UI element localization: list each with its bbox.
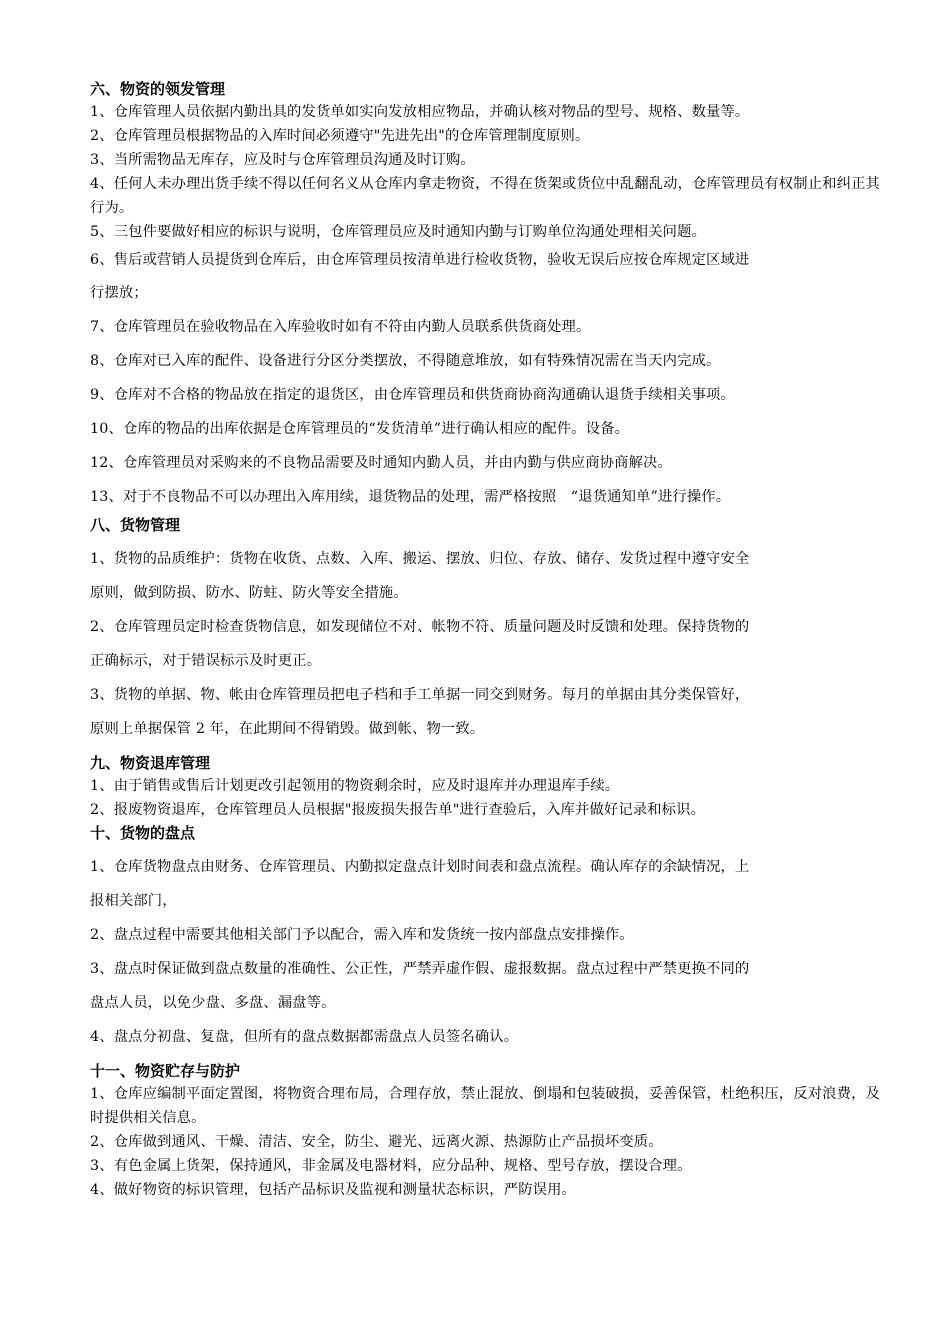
section-ten-item-4: 4、盘点分初盘、复盘，但所有的盘点数据都需盘点人员签名确认。 [90,1029,519,1045]
section-six-item-13: 13、对于不良物品不可以办理出入库用续，退货物品的处理，需严格按照 “退货通知单”进行操作。 [90,489,731,505]
section-six-item-1: 1、仓库管理人员依据内勤出具的发货单如实向发放相应物品，并确认核对物品的型号、规格、数量等。 [90,104,750,120]
section-six-item-2: 2、仓库管理员根据物品的入库时间必须遵守"先进先出"的仓库管理制度原则。 [90,128,590,144]
section-nine-heading: 九、物资退库管理 [90,754,211,772]
section-six-item-6-line-2: 行摆放； [90,285,148,301]
section-six-item-9: 9、仓库对不合格的物品放在指定的退货区，由仓库管理员和供货商协商沟通确认退货手续相关事项。 [90,387,735,403]
section-ten-item-1-line-1: 1、仓库货物盘点由财务、仓库管理员、内勤拟定盘点计划时间表和盘点流程。确认库存的余缺情况，上 [90,859,750,875]
section-six-item-5: 5、三包件要做好相应的标识与说明，仓库管理员应及时通知内勤与订购单位沟通处理相关问题。 [90,224,707,240]
section-eight-item-3-line-2: 原则上单据保管 2 年，在此期间不得销毁。做到帐、物一致。 [90,721,485,737]
section-six-item-7: 7、仓库管理员在验收物品在入库验收时如有不符由内勤人员联系供货商处理。 [90,319,591,335]
section-six-item-10: 10、仓库的物品的出库依据是仓库管理员的“发货清单”进行确认相应的配件。设备。 [90,421,630,437]
section-eight-item-2-line-2: 正确标示，对于错误标示及时更正。 [90,653,322,669]
section-ten-heading: 十、货物的盘点 [90,824,196,842]
section-eleven-heading: 十一、物资贮存与防护 [90,1062,241,1080]
section-eight-item-1-line-1: 1、货物的品质维护：货物在收货、点数、入库、搬运、摆放、归位、存放、储存、发货过程中遵守安全 [90,551,750,567]
section-ten-item-2: 2、盘点过程中需要其他相关部门予以配合，需入库和发货统一按内部盘点安排操作。 [90,927,634,943]
section-eleven-item-2: 2、仓库做到通风、干燥、清洁、安全，防尘、避光、远离火源、热源防止产品损坏变质。 [90,1134,663,1150]
section-six-item-12: 12、仓库管理员对采购来的不良物品需要及时通知内勤人员，并由内勤与供应商协商解决。 [90,455,672,471]
section-eight-item-2-line-1: 2、仓库管理员定时检查货物信息，如发现储位不对、帐物不符、质量问题及时反馈和处理。保持货物的 [90,619,750,635]
section-ten-item-1-line-2: 报相关部门， [90,893,177,909]
section-eleven-item-4: 4、做好物资的标识管理，包括产品标识及监视和测量状态标识，严防误用。 [90,1182,576,1198]
document-page [90,78,880,1202]
section-nine-item-2: 2、报废物资退库，仓库管理员人员根据"报废损失报告单"进行查验后，入库并做好记录和标识。 [90,802,706,818]
section-ten-item-3-line-2: 盘点人员，以免少盘、多盘、漏盘等。 [90,995,336,1011]
section-eight-item-1-line-2: 原则，做到防损、防水、防蛀、防火等安全措施。 [90,585,408,601]
section-eleven-item-3: 3、有色金属上货架，保持通风，非金属及电器材料，应分品种、规格、型号存放，摆设合理。 [90,1158,692,1174]
section-six-item-6-line-1: 6、售后或营销人员提货到仓库后，由仓库管理员按清单进行检收货物，验收无误后应按仓库规定区域进 [90,252,750,268]
section-six-item-3: 3、当所需物品无库存，应及时与仓库管理员沟通及时订购。 [90,152,475,168]
section-eleven-item-1: 1、仓库应编制平面定置图，将物资合理布局，合理存放，禁止混放、倒塌和包装破损，妥善保管，杜绝积压，反对浪费，及时提供相关信息。 [90,1086,880,1126]
section-ten-item-3-line-1: 3、盘点时保证做到盘点数量的准确性、公正性，严禁弄虚作假、虚报数据。盘点过程中严禁更换不同的 [90,961,750,977]
section-eight-heading: 八、货物管理 [90,516,181,534]
section-six-item-8: 8、仓库对已入库的配件、设备进行分区分类摆放，不得随意堆放，如有特殊情况需在当天内完成。 [90,353,721,369]
section-six-heading: 六、物资的领发管理 [90,80,226,98]
section-eight-item-3-line-1: 3、货物的单据、物、帐由仓库管理员把电子档和手工单据一同交到财务。每月的单据由其分类保管好， [90,687,750,703]
section-nine-item-1: 1、由于销售或售后计划更改引起领用的物资剩余时，应及时退库并办理退库手续。 [90,778,620,794]
section-six-item-4: 4、任何人未办理出货手续不得以任何名义从仓库内拿走物资，不得在货架或货位中乱翻乱动，仓库管理员有权制止和纠正其行为。 [90,176,880,216]
